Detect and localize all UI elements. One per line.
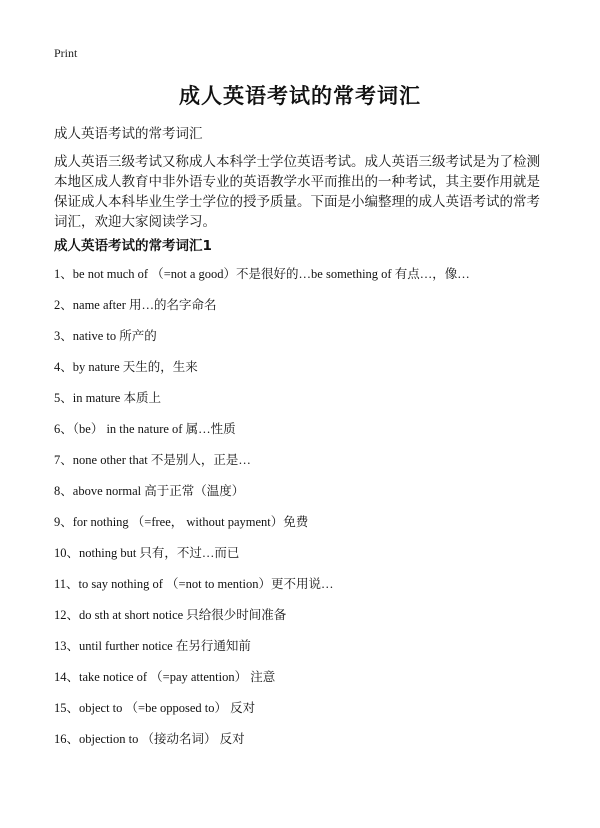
list-item [54,510,574,541]
item-number: 2、 [54,298,73,312]
item-text: in mature 本质上 [72,391,161,405]
section-heading: 成人英语考试的常考词汇1 [54,238,212,254]
item-number: 3、 [54,329,73,343]
item-number: 8、 [54,484,73,498]
list-item [54,386,574,417]
item-number: 11、 [54,577,79,591]
page-title: 成人英语考试的常考词汇 [179,84,421,108]
item-text: object to （=be opposed to） 反对 [79,701,256,715]
list-item [54,696,574,727]
list-item [54,417,574,448]
print-link[interactable]: Print [54,46,78,60]
item-number: 1、 [54,267,73,281]
item-number: 7、 [54,453,73,467]
item-text: native to 所产的 [72,329,157,343]
item-number: 5、 [54,391,73,405]
item-text: for nothing （=free， without payment）免费 [72,515,309,529]
list-item [54,262,574,293]
item-text: objection to （接动名词） 反对 [79,732,245,746]
article-subtitle: 成人英语考试的常考词汇 [54,126,203,142]
item-text: do sth at short notice 只给很少时间准备 [79,608,287,622]
item-text: name after 用…的名字命名 [72,298,217,312]
item-text: above normal 高于正常（温度） [72,484,245,498]
item-number: 14、 [54,670,80,684]
item-number: 6、 [54,422,73,436]
vocab-list [54,262,574,758]
item-number: 13、 [54,639,80,653]
item-number: 9、 [54,515,73,529]
item-text: none other that 不是别人，正是… [72,453,251,467]
list-item [54,293,574,324]
item-number: 10、 [54,546,80,560]
item-text: to say nothing of （=not to mention）更不用说… [78,577,334,591]
item-text: until further notice 在另行通知前 [79,639,251,653]
list-item [54,634,574,665]
list-item [54,324,574,355]
list-item [54,603,574,634]
item-number: 15、 [54,701,80,715]
item-text: （be） in the nature of 属…性质 [72,422,236,436]
list-item [54,448,574,479]
item-number: 12、 [54,608,80,622]
item-number: 4、 [54,360,73,374]
list-item [54,727,574,758]
item-text: take notice of （=pay attention） 注意 [79,670,276,684]
item-number: 16、 [54,732,80,746]
item-text: be not much of （=not a good）不是很好的…be something of 有点…，像… [72,267,470,281]
item-text: by nature 天生的，生来 [72,360,198,374]
list-item [54,479,574,510]
intro-paragraph: 成人英语三级考试又称成人本科学士学位英语考试。成人英语三级考试是为了检测本地区成人教育中非外语专业的英语教学水平而推出的一种考试，其主要作用就是保证成人本科毕业生学士学位的授予质量。下面是小编整理的成人英语考试的常考词汇，欢迎大家阅读学习。 [54,154,540,230]
list-item [54,665,574,696]
list-item [54,355,574,386]
list-item [54,572,574,603]
item-text: nothing but 只有，不过…而已 [79,546,240,560]
list-item [54,541,574,572]
